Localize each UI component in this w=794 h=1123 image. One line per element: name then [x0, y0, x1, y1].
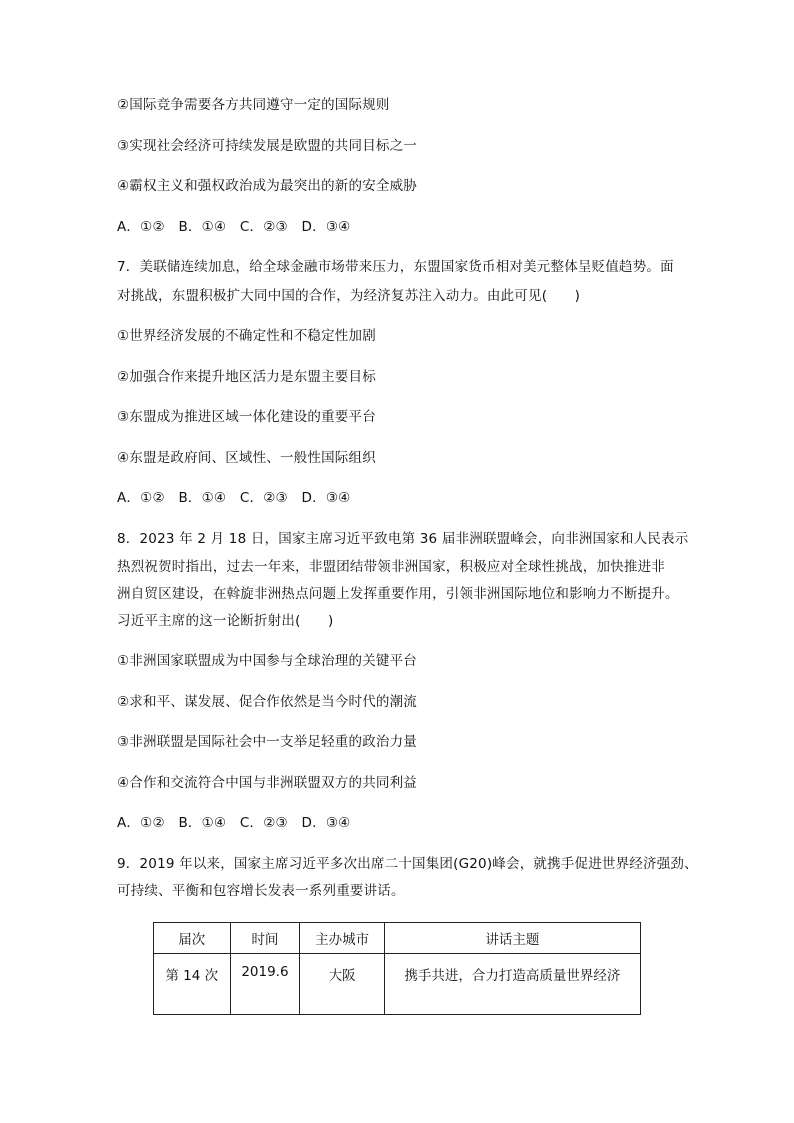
- question-8-text: 洲自贸区建设，在斡旋非洲热点问题上发挥重要作用，引领非洲国际地位和影响力不断提升。: [117, 586, 679, 602]
- question-9-text: 9．2019 年以来，国家主席习近平多次出席二十国集团(G20)峰会，就携手促进世界经济强劲、: [117, 856, 698, 872]
- answer-choices: A．①② B．①④ C．②③ D．③④: [117, 815, 351, 831]
- question-8-text: 8．2023 年 2 月 18 日，国家主席习近平致电第 36 届非洲联盟峰会，向非洲国家和人民表示: [117, 531, 689, 547]
- g20-speech-table: [153, 922, 641, 1015]
- question-8-text: 热烈祝贺时指出，过去一年来，非盟团结带领非洲国家，积极应对全球性挑战，加快推进非: [117, 559, 665, 575]
- question-9-text: 可持续、平衡和包容增长发表一系列重要讲话。: [117, 883, 405, 899]
- option-line: ②求和平、谋发展、促合作依然是当今时代的潮流: [117, 694, 418, 710]
- option-line: ②加强合作来提升地区活力是东盟主要目标: [117, 369, 376, 385]
- table-header-cell: 届次: [154, 923, 231, 954]
- option-line: ④合作和交流符合中国与非洲联盟双方的共同利益: [117, 775, 418, 791]
- option-line: ②国际竞争需要各方共同遵守一定的国际规则: [117, 97, 390, 113]
- table-header-cell: 讲话主题: [384, 923, 640, 954]
- table-cell: 大阪: [300, 954, 384, 1015]
- option-line: ③非洲联盟是国际社会中一支举足轻重的政治力量: [117, 734, 418, 750]
- table-cell: 第 14 次: [154, 954, 231, 1015]
- table-cell: 携手共进，合力打造高质量世界经济: [384, 954, 640, 1015]
- table-cell: 2019.6: [230, 954, 300, 1015]
- option-line: ③东盟成为推进区域一体化建设的重要平台: [117, 409, 376, 425]
- table: [153, 922, 641, 1015]
- table-header-cell: 主办城市: [300, 923, 384, 954]
- option-line: ③实现社会经济可持续发展是欧盟的共同目标之一: [117, 138, 418, 154]
- answer-choices: A．①② B．①④ C．②③ D．③④: [117, 490, 351, 506]
- question-7-text: 对挑战，东盟积极扩大同中国的合作，为经济复苏注入动力。由此可见( ): [117, 288, 581, 304]
- option-line: ④东盟是政府间、区域性、一般性国际组织: [117, 450, 376, 466]
- question-7-text: 7．美联储连续加息，给全球金融市场带来压力，东盟国家货币相对美元整体呈贬值趋势。面: [117, 259, 674, 275]
- question-8-text: 习近平主席的这一论断折射出( ): [117, 613, 334, 629]
- table-header-cell: 时间: [230, 923, 300, 954]
- answer-choices: A．①② B．①④ C．②③ D．③④: [117, 219, 351, 235]
- option-line: ④霸权主义和强权政治成为最突出的新的安全威胁: [117, 178, 418, 194]
- option-line: ①世界经济发展的不确定性和不稳定性加剧: [117, 328, 376, 344]
- table-header-row: [154, 923, 641, 954]
- option-line: ①非洲国家联盟成为中国参与全球治理的关键平台: [117, 653, 418, 669]
- table-row: [154, 954, 641, 1015]
